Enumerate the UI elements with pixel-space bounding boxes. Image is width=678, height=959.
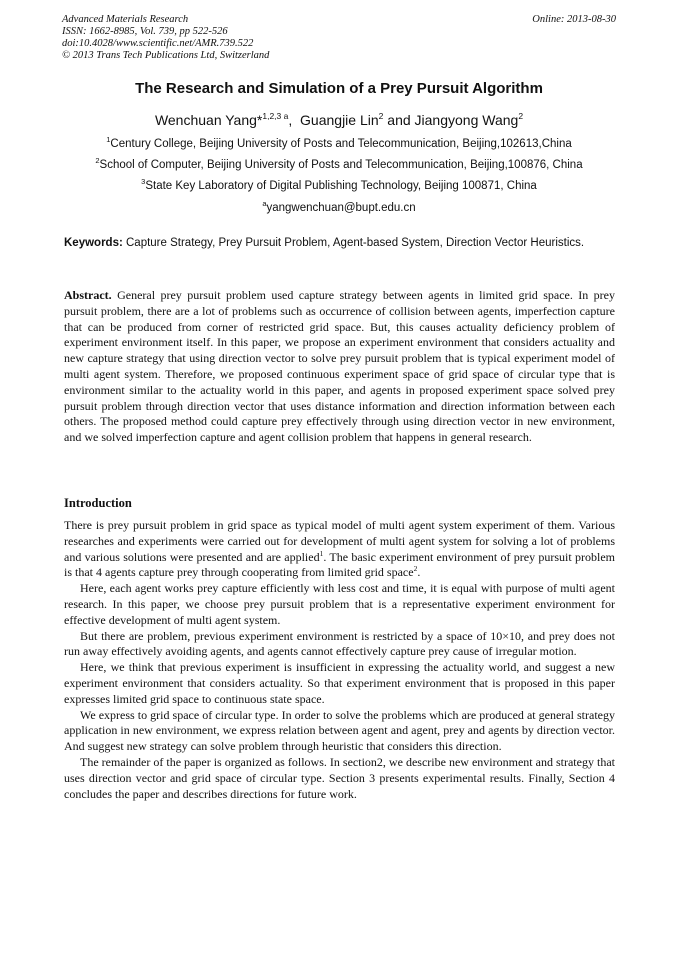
introduction-body [64,518,615,802]
intro-paragraph: The remainder of the paper is organized as follows. In section2, we describe new environment and strategy that uses direction vector and grid space of circular type. Section 3 presents experimental results. Finally, Section 4 concludes the paper and describes directions for future work. [64,754,615,801]
author-superscript: 2 [378,111,384,121]
affiliation-1 [0,135,678,150]
abstract-block [64,288,615,446]
affiliation-text: State Key Laboratory of Digital Publishing Technology, Beijing 100871, China [145,180,537,192]
abstract-text: General prey pursuit problem used capture strategy between agents in limited grid space. In prey pursuit problem, there are a lot of problems such as occurrence of collision between agents, imperfection capture that can be produced from corner of restricted grid space. But, this causes actuality deficiency problem of experiment environment itself. In this paper, we propose an experiment environment that considers actuality and new capture strategy that using direction vector to solve prey pursuit problem that is typical experiment model of multi agent system. Therefore, we proposed continuous experiment space of grid space of circular type that is environment similar to the actuality world in this paper, and agents in proposed experiment space solved prey pursuit problem through direction vector that uses distance information and direction information between each others. The proposed method could capture prey effectively through using direction vector in new environment, and we solved imperfection capture and agent collision problem that happens in general research. [64,288,615,445]
intro-paragraph: We express to grid space of circular type. In order to solve the problems which are produced at general strategy application in new environment, we express relation between agent and agent, prey and agents by direction vector. And suggest new strategy can solve problem through heuristic that considers this direction. [64,707,615,754]
author-name: Guangjie Lin [300,112,379,128]
citation-marker: 2 [413,564,418,574]
author-conjunction: and [387,112,411,128]
paragraph-text: There is prey pursuit problem in grid space as typical model of multi agent system experiment of them. Various researches and experiments were carried out for development of multi agent system for solving a lot of problems and various solutions were presented and are applied [64,518,615,564]
journal-name: Advanced Materials Research [62,14,189,25]
affiliation-marker: a [262,199,267,208]
author-name: Jiangyong Wang [414,112,519,128]
intro-paragraph [64,518,615,581]
affiliation-text: Century College, Beijing University of Posts and Telecommunication, Beijing,102613,China [110,138,572,150]
author-line: Wenchuan Yang*$^{1,2,3 a}$, Guangjie Lin$^2$ and Jiangyong Wang$^2$ [154,111,524,128]
intro-paragraph: Here, we think that previous experiment is insufficient in expressing the actuality world, and suggest a new experiment environment that considers actuality. So that experiment environment that is proposed in this paper expresses limited grid space to continuous state space. [64,660,615,706]
affiliation-2 [0,156,678,171]
affiliation-email [0,199,678,214]
paragraph-text: . [417,565,421,580]
affiliation-marker: 3 [141,177,146,186]
author-superscript: 1,2,3 a [262,111,289,121]
author-name: Wenchuan Yang* [154,112,263,128]
affiliation-marker: 2 [95,156,100,165]
keywords-text: Capture Strategy, Prey Pursuit Problem, Agent-based System, Direction Vector Heuristics. [126,237,585,249]
section-heading-introduction: Introduction [64,496,132,510]
paragraph-text: . The basic experiment environment of prey pursuit problem is that 4 agents capture prey through cooperating from limited grid space [64,549,615,580]
paper-title: The Research and Simulation of a Prey Pursuit Algorithm [135,80,543,97]
intro-paragraph: But there are problem, previous experiment environment is restricted by a space of 10×10, and prey does not run away effectively avoiding agents, and agents cannot effectively capture prey cause of irregular motion. [64,628,615,659]
affiliation-text: School of Computer, Beijing University of Posts and Telecommunication, Beijing,100876, China [99,159,583,171]
intro-paragraph: Here, each agent works prey capture efficiently with less cost and time, it is equal with purpose of multi agent research. In this paper, we choose prey pursuit problem that is a representative experiment environment for effective development of multi agent system. [64,581,615,627]
journal-header [62,14,269,62]
copyright-line: © 2013 Trans Tech Publications Ltd, Switzerland [62,50,270,61]
abstract-label: Abstract. [64,288,112,302]
keywords-block [64,236,614,251]
keywords-label: Keywords: [64,237,123,249]
affiliation-3 [0,177,678,192]
affiliation-marker: 1 [106,135,111,144]
author-superscript: 2 [518,111,524,121]
doi-line: doi:10.4028/www.scientific.net/AMR.739.522 [62,38,254,49]
citation-marker: 1 [319,548,324,558]
online-date: Online: 2013-08-30 [532,14,616,25]
issn-line: ISSN: 1662-8985, Vol. 739, pp 522-526 [62,26,228,37]
email-text: yangwenchuan@bupt.edu.cn [266,202,416,214]
